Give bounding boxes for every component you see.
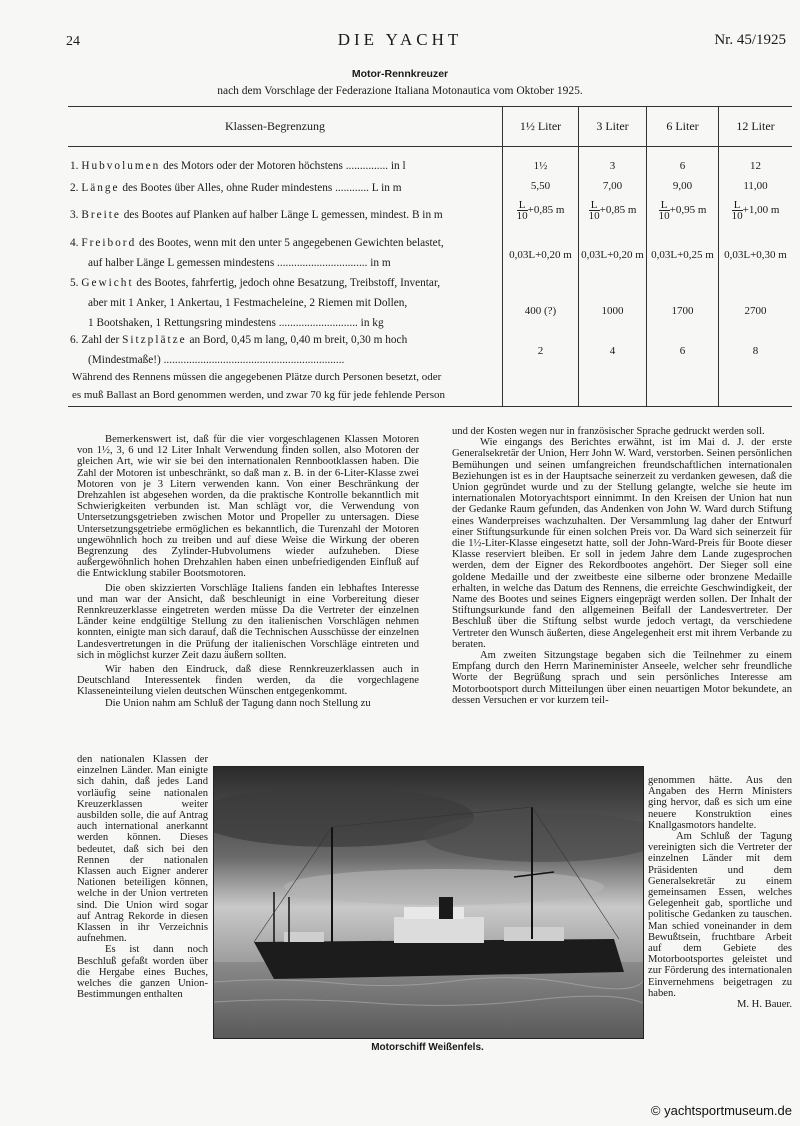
table-cell: $\frac{L}{10}$ +0,85 m [516,199,565,222]
table-cell: 9,00 [672,180,693,192]
paragraph: und der Kosten wegen nur in französischer Sprache gedruckt werden soll. [452,426,765,437]
table-cell: 1000 [601,305,624,317]
paragraph: Am zweiten Sitzungstage begaben sich die Teilnehmer zu einem Empfang durch den Herrn Marineminister Anseele, welcher sehr freundliche Worte der Begrüßung sprach und sein persönliches Interesse am Motorbootsport durch Mitteilungen über einen neuartigen Motor bekundete, an dessen Versuchen er vor kurzem teil- [452,650,792,706]
paragraph: Es ist dann noch Beschluß gefaßt worden über die Hergabe eines Buches, welches die ganzen Union-Bestimmungen enthalten [77,944,208,1001]
copyright-credit: © yachtsportmuseum.de [650,1103,792,1118]
author-signature: M. H. Bauer. [736,999,792,1011]
table-cell: 8 [752,345,759,357]
table-cell: 6 [679,345,686,357]
table-cell: 5,50 [530,180,551,192]
table-cell: 7,00 [602,180,623,192]
table-header-col3: 6 Liter [666,119,699,133]
table-cell: 2700 [744,305,767,317]
issue-number: Nr. 45/1925 [714,32,786,48]
table-header-rule [68,146,792,147]
paragraph: Wir haben den Eindruck, daß diese Rennkreuzerklassen auch in Deutschland Interessentek finden werden, da die vorgechlagene Klasseneinteilung vielen deutschen Wünschen entgegenkommt. [77,664,419,698]
table-cell: 2 [537,345,544,357]
paragraph: Am Schluß der Tagung vereinigten sich die Vertreter der einzelnen Länder mit dem Präsidenten und dem Generalsekretär zu einem gemeinsamen Essen, welches Gelegenheit gab, sportliche und politische Gedanken zu tauschen. Man schied voneinander in dem Bewußtsein, fruchtbare Arbeit auf dem Gebiete des Motorbootsportes geleistet und zur Förderung des internationalen Einvernehmens beigetragen zu haben. [648,831,792,999]
magazine-title: DIE YACHT [337,30,463,49]
article-right-column [452,426,792,706]
table-cell: 0,03L+0,25 m [651,249,714,261]
table-cell: 4 [609,345,616,357]
table-row-label: 2. Länge des Bootes über Alles, ohne Ruder mindestens ............ L in m [70,182,402,194]
paragraph: den nationalen Klassen der einzelnen Länder. Man einigte sich dahin, daß jedes Land vorläufig seine nationalen Kreuzerklassen weiter ausbilden solle, die auf Antrag auch international anerkannt werden können. Dieses bedeutet, daß sich bei den Rennen der nationalen Klassen auch Eigner anderer Nationen beteiligen können, welche in der Union vertreten sind. Die Union wird sogar auf Antrag Rekorde in diesen Klassen in ihr Verzeichnis aufnehmen. [77,754,208,945]
fraction-l-over-10: $\frac{L}{10}$ [658,199,670,222]
table-note: Während des Rennens müssen die angegebenen Plätze durch Personen besetzt, oder es muß Ballast an Bord genommen werden, und zwar 70 kg für jede fehlende Person [72,371,445,401]
table-cell: $\frac{L}{10}$ +0,85 m [588,199,637,222]
table-cell: $\frac{L}{10}$ +0,95 m [658,199,707,222]
table-bottom-rule [68,406,792,407]
table-cell: 11,00 [743,180,768,192]
article-right-wrap [648,775,792,1010]
table-cell: 0,03L+0,30 m [724,249,787,261]
paragraph: Die oben skizzierten Vorschläge Italiens fanden ein lebhaftes Interesse und man war der Ansicht, daß beschleunigt in eine Vorbereitung dieser Rennkreuzerklasse eingetreten werden müsse Da die Vertreter der einzelnen Länder keine endgültige Stellung zu den italienischen Vorschlägen nehmen konnten, einigte man sich darauf, daß die Technischen Ausschüsse der einzelnen Landesvertretungen in die Prüfung der italienischen Vorschläge eintreten und sich in möglichst kurzer Zeit dazu äußern sollten. [77,582,419,661]
fraction-l-over-10: $\frac{L}{10}$ [516,199,528,222]
table-cell: 1½ [533,160,548,172]
table-row-label: 4. Freibord des Bootes, wenn mit den unter 5 angegebenen Gewichten belastet, auf halber Länge L gemessen mindestens ................................ in m [70,237,444,269]
table-cell: $\frac{L}{10}$ +1,00 m [731,199,780,222]
article-left-column [77,434,419,709]
table-row-label: 1. Hubvolumen des Motors oder der Motoren höchstens ............... in l [70,160,406,172]
table-cell: 6 [679,160,686,172]
photo-caption: Motorschiff Weißenfels. [371,1042,484,1053]
table-header-classes: Klassen-Begrenzung [225,119,325,133]
paragraph: Wie eingangs des Berichtes erwähnt, ist im Mai d. J. der erste Generalsekretär der Union, Herr John W. Ward, verstorben. Seinen persönlichen Bemühungen und seinen umfangreichen freundschaftlichen internationalen Beziehungen ist es in der Hauptsache seinerzeit zu verdanken gewesen, daß die Union gegründet wurde und zu der Stellung gelangte, welche sie heute im internationalen Motoryachtsport einnimmt. In den Kreisen der Union hat nun der Gedanke Raum gefunden, das Andenken von John W. Ward durch Stiftung eines Wanderpreises wachzuhalten. Der Versammlung lag daher der Entwurf einer Stiftungsurkunde für einen solchen Preis vor. Da Ward sich seinerzeit für die 1½-Liter-Klasse eingesetzt hatte, soll der John-Ward-Preis für Boote dieser Klasse reserviert bleiben. Er soll in jedem Jahre dem Lande zugesprochen werden, dem der Eigner des Rekordbootes angehört. Der Sieger soll eine goldene Medaille und der zweitbeste eine silberne oder bronzene Medaille erhalten, in welche das Datum des Rennens, die erreichte Geschwindigkeit, der Name des Bootes und seines Eigners eingeprägt werden sollen. Der Inhalt der Stiftungsurkunde fand den allgemeinen Beifall der Landesvertreter. Der Beschluß über die Stiftung selbst wurde jedoch vertagt, da verschiedene Vertreter den Wunsch äußerten, diese Angelegenheit erst mit ihrem Verbande zu beraten. [452,437,792,650]
ship-photo [213,766,644,1039]
table-cell: 400 (?) [524,305,557,317]
table-title: Motor-Rennkreuzer [351,68,449,80]
table-header-col4: 12 Liter [736,119,775,133]
table-top-rule [68,106,792,107]
paragraph: Die Union nahm am Schluß der Tagung dann noch Stellung zu [105,697,371,709]
table-row-label: 3. Breite des Bootes auf Planken auf halber Länge L gemessen, mindest. B in m [70,209,443,221]
table-subtitle: nach dem Vorschlage der Federazione Italiana Motonautica vom Oktober 1925. [217,85,583,97]
article-left-wrap [77,754,208,1000]
table-row-label: 5. Gewicht des Bootes, fahrfertig, jedoch ohne Besatzung, Treibstoff, Inventar, aber mit 1 Anker, 1 Ankertau, 1 Festmacheleine, 2 Riemen mit Dollen, 1 Bootshaken, 1 Rettungsring mindestens ............................ in kg [70,277,441,329]
table-header-col1: 1½ Liter [519,119,562,133]
fraction-l-over-10: $\frac{L}{10}$ [588,199,600,222]
fraction-l-over-10: $\frac{L}{10}$ [731,199,743,222]
page-number: 24 [66,34,80,49]
table-cell: 3 [609,160,616,172]
table-cell: 12 [750,160,761,172]
table-cell: 1700 [671,305,694,317]
table-row-label: 6. Zahl der Sitzplätze an Bord, 0,45 m lang, 0,40 m breit, 0,30 m hoch (Mindestmaße!) ................................................................ [70,334,408,366]
table-cell: 0,03L+0,20 m [581,249,644,261]
paragraph: Bemerkenswert ist, daß für die vier vorgeschlagenen Klassen Motoren von 1½, 3, 6 und 12 Liter Inhalt Verwendung finden sollen, also Motoren der gleichen Art, wie wir sie bei den internationalen Rennbootklassen haben. Die Zahl der Motoren ist unbeschränkt, so daß man z. B. in der 6-Liter-Klasse zwei Motoren von je 3 Litern verwenden kann. Von einer Beschränkung der Drehzahlen ist abgesehen worden, da die praktische Kontrolle bekanntlich mit Schwierigkeiten verbunden ist. Man schlägt vor, die Verwendung von Untersetzungsgetrieben zwischen Motor und Propeller zu untersagen. Diese Untersetzungsgetriebe ermöglichen es bekanntlich, die Turenzahl der Motoren ungewöhnlich hoch zu treiben und auf diese Weise die Wirkung der oberen Begrenzung des Zylinder-Hubvolumens wieder aufzuheben. Diese außergewöhnlich hohen Drehzahlen haben einen unbefriedigenden Einfluß auf die Entwicklung stabiler Bootsmotoren. [77,434,419,580]
table-cell: 0,03L+0,20 m [509,249,572,261]
paragraph: genommen hätte. Aus den Angaben des Herrn Ministers ging hervor, daß es sich um eine neuere Konstruktion eines Knallgasmotors handelte. [648,775,792,831]
table-header-col2: 3 Liter [596,119,629,133]
motor-ship-illustration [214,767,643,1038]
